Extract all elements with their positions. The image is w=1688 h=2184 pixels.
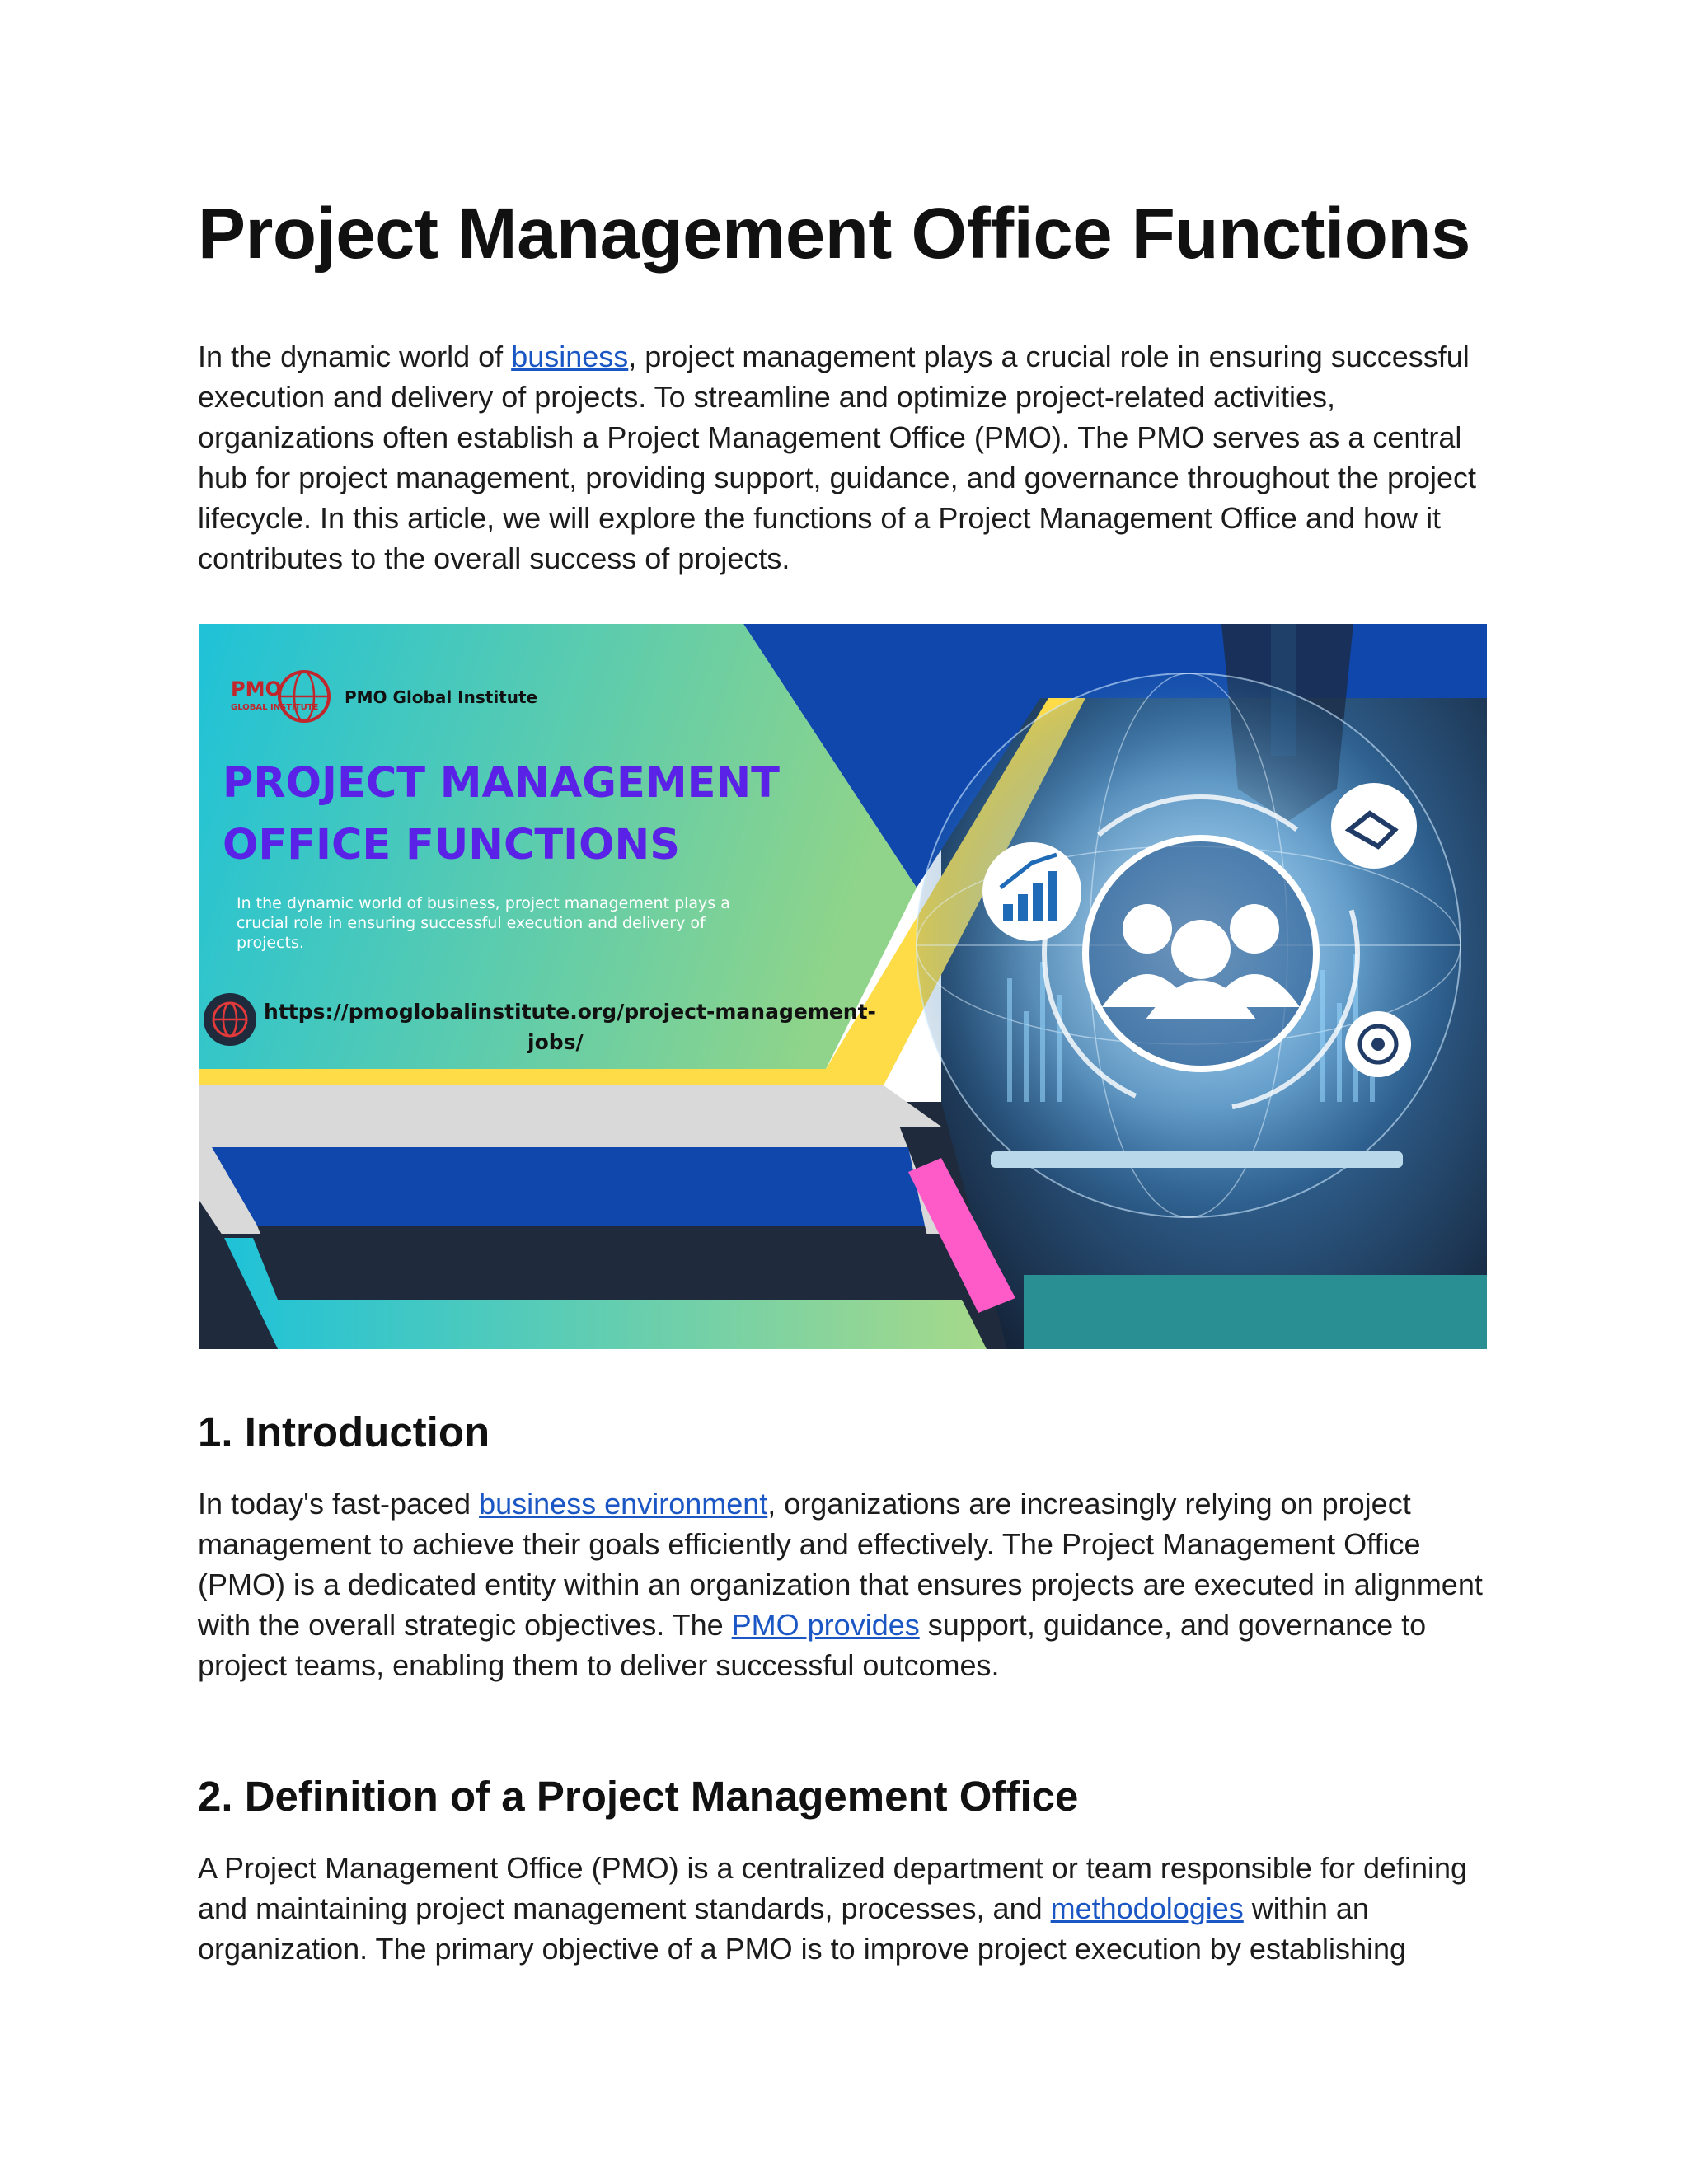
section-heading-definition: 2. Definition of a Project Management Office [198,1773,1079,1820]
sec1-text-c: support, guidance, and governance to project teams, enabling them to deliver successful outcomes. [198,1608,1427,1682]
sec2-text-b: within an organization. The primary objective of a PMO is to improve project execution by establishing [198,1891,1407,1966]
intro-paragraph [198,336,1500,579]
hero-blurb-line1: In the dynamic world of business, project management plays a [237,894,730,912]
tablet [991,1151,1403,1168]
hero-headline-line2: OFFICE FUNCTIONS [223,821,680,869]
section-paragraph-introduction [198,1483,1500,1685]
chart-icon [982,842,1081,941]
section-heading-introduction: 1. Introduction [198,1408,490,1455]
sec1-text-a: In today's fast-paced [198,1487,480,1521]
hero-banner-image [199,624,1487,1349]
dark-band [257,1226,937,1279]
hero-url-line2: jobs/ [528,1030,584,1054]
handshake-icon [1331,783,1417,869]
link-business-environment[interactable]: business environment [479,1487,768,1521]
section-paragraph-definition [198,1848,1500,1969]
hero-url-line1: https://pmoglobalinstitute.org/project-management- [264,1000,876,1024]
link-pmo-provides[interactable]: PMO provides [731,1608,920,1642]
intro-text-a: In the dynamic world of [198,340,512,373]
target-icon [1345,1011,1411,1077]
hero-blurb-line2: crucial role in ensuring successful execution and delivery of [237,914,706,932]
logo-subtext: GLOBAL INSTITUTE [231,703,319,712]
brand-name: PMO Global Institute [345,687,538,707]
logo-text: PMO [231,677,282,701]
hero-headline-line1: PROJECT MANAGEMENT [223,759,780,808]
page-title: Project Management Office Functions [198,194,1470,274]
link-business[interactable]: business [511,340,629,373]
web-icon [204,993,256,1046]
blue-band [212,1147,925,1226]
hero-blurb-line3: projects. [237,934,304,952]
link-methodologies[interactable]: methodologies [1050,1891,1244,1925]
sec1-text-b: , organizations are increasingly relying on project management to achieve their goals efficiently and effectively. The Project Management Office (PMO) is a dedicated entity within an organization that ensures projects are executed in alignment with the overall strategic objectives. The [198,1487,1483,1642]
document-page [198,194,1500,1966]
sec2-text-a: A Project Management Office (PMO) is a centralized department or team responsible for defining and maintaining project management standards, processes, and [198,1851,1468,1925]
intro-text-b: , project management plays a crucial role in ensuring successful execution and delivery of projects. To streamline and optimize project-related activities, organizations often establish a Project Management Office (PMO). The PMO serves as a central hub for project management, providing support, guidance, and governance throughout the project lifecycle. In this article, we will explore the functions of a Project Management Office and how it contributes to the overall success of projects. [198,340,1477,575]
